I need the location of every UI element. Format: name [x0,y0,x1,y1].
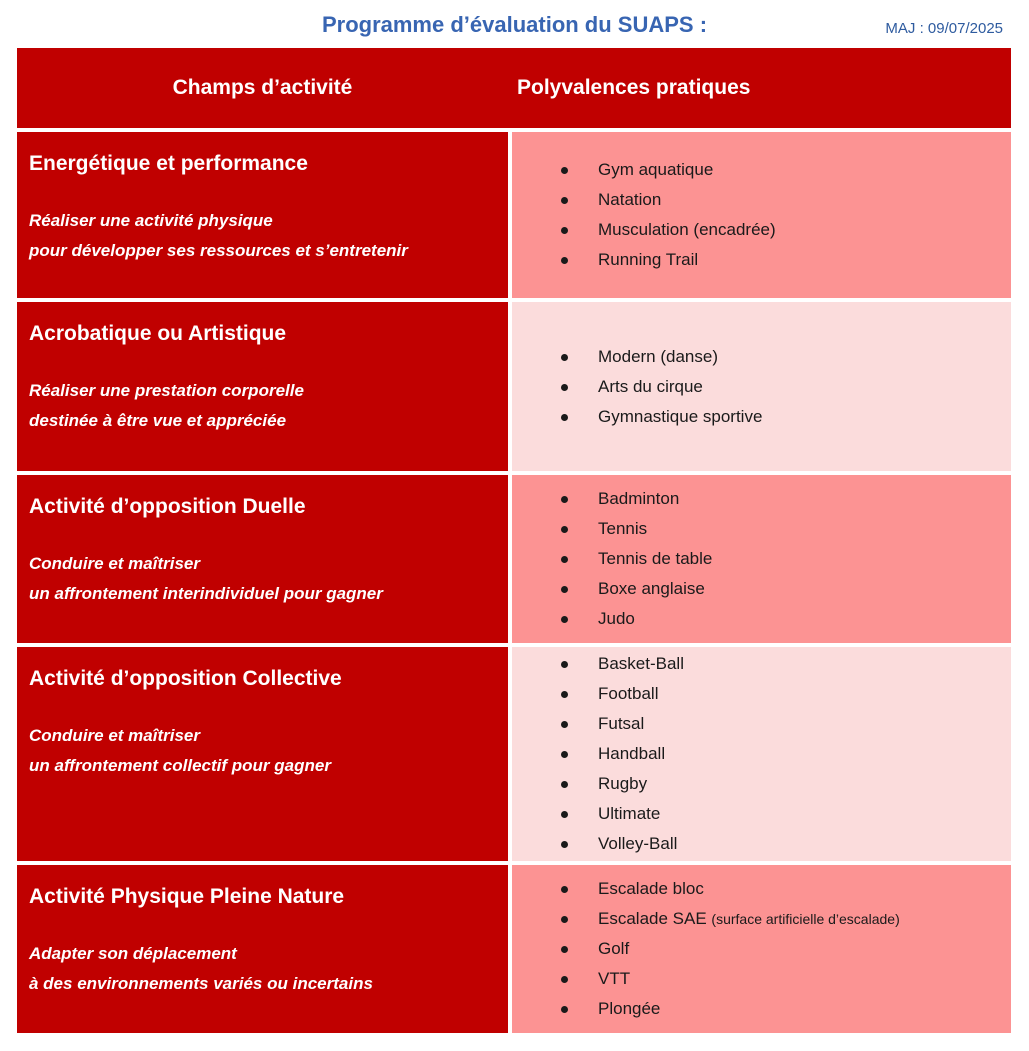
activities-cell [512,865,1011,1033]
field-cell [17,865,508,1033]
activity-item [512,574,1011,604]
activity-label: Judo [598,609,635,628]
activity-label: Ultimate [598,804,661,823]
activity-item [512,484,1011,514]
field-description-line: Conduire et maîtriser [29,554,200,573]
field-title: Activité d’opposition Duelle [29,495,306,518]
field-title: Energétique et performance [29,152,308,175]
field-description [29,376,498,436]
activity-item [512,544,1011,574]
activity-label: Natation [598,190,662,209]
activity-item [512,649,1011,679]
field-description-line: Adapter son déplacement [29,944,237,963]
field-cell [17,475,508,643]
activities-list [512,484,1011,634]
field-cell [17,302,508,471]
field-description [29,721,498,781]
activity-label: Tennis de table [598,549,713,568]
header-champs-activite: Champs d’activité [172,76,353,99]
activity-item [512,245,1011,275]
activity-label: Plongée [598,999,661,1018]
activity-label: Futsal [598,714,645,733]
field-title: Activité d’opposition Collective [29,667,342,690]
activity-label: Gym aquatique [598,160,714,179]
last-updated-date: MAJ : 09/07/2025 [885,20,1003,37]
program-table [17,48,1011,1033]
activity-item [512,874,1011,904]
activity-label: Basket-Ball [598,654,684,673]
header-polyvalences-pratiques: Polyvalences pratiques [517,76,751,99]
activities-cell [512,647,1011,861]
activities-list [512,155,1011,275]
activity-label: Tennis [598,519,648,538]
field-description-line: destinée à être vue et appréciée [29,411,287,430]
activity-label: Escalade bloc [598,879,704,898]
activity-label: Gymnastique sportive [598,406,763,426]
activity-item [512,679,1011,709]
activity-item [512,372,1011,402]
activity-label: Modern (danse) [598,346,719,366]
field-description-line: à des environnements variés ou incertains [29,974,373,993]
field-title: Activité Physique Pleine Nature [29,885,345,908]
field-description-line: pour développer ses ressources et s’entretenir [29,241,408,260]
activity-item [512,739,1011,769]
activity-label: VTT [598,969,631,988]
activity-label: Arts du cirque [598,376,703,396]
activities-cell [512,132,1011,298]
activity-label: Rugby [598,774,648,793]
field-description [29,939,498,999]
field-description [29,549,498,609]
activity-label: Boxe anglaise [598,579,705,598]
activity-label: Badminton [598,489,680,508]
activity-item [512,342,1011,372]
activity-item [512,215,1011,245]
activities-cell [512,475,1011,643]
field-cell [17,647,508,861]
activity-item [512,709,1011,739]
activity-label: Football [598,684,659,703]
activity-item [512,185,1011,215]
activity-item [512,604,1011,634]
activities-list [512,874,1011,1024]
table-header-row [17,48,1011,128]
activity-item [512,904,1011,934]
field-title: Acrobatique ou Artistique [29,322,287,345]
activity-item [512,155,1011,185]
page-title: Programme d’évaluation du SUAPS : [321,12,708,37]
activity-label: Golf [598,939,630,958]
activity-note: (surface artificielle d’escalade) [711,911,900,927]
title-bar [0,0,1029,48]
activity-label: Running Trail [598,250,699,269]
activity-item [512,964,1011,994]
activity-label: Handball [598,744,666,763]
activity-item [512,799,1011,829]
activity-item [512,934,1011,964]
field-description-line: Conduire et maîtriser [29,726,200,745]
field-description [29,206,498,266]
field-description-line: un affrontement interindividuel pour gagner [29,584,383,603]
field-description-line: Réaliser une activité physique [29,211,273,230]
activity-item [512,402,1011,432]
field-cell [17,132,508,298]
activity-label: Musculation (encadrée) [598,220,776,239]
activities-list [512,649,1011,859]
activity-label: Volley-Ball [598,834,678,853]
activities-cell [512,302,1011,471]
activity-item [512,769,1011,799]
activity-label: Escalade SAE [598,909,707,928]
activity-item [512,994,1011,1024]
activities-list [512,342,1011,432]
field-description-line: Réaliser une prestation corporelle [29,381,304,400]
field-description-line: un affrontement collectif pour gagner [29,756,331,775]
activity-item [512,829,1011,859]
activity-item [512,514,1011,544]
